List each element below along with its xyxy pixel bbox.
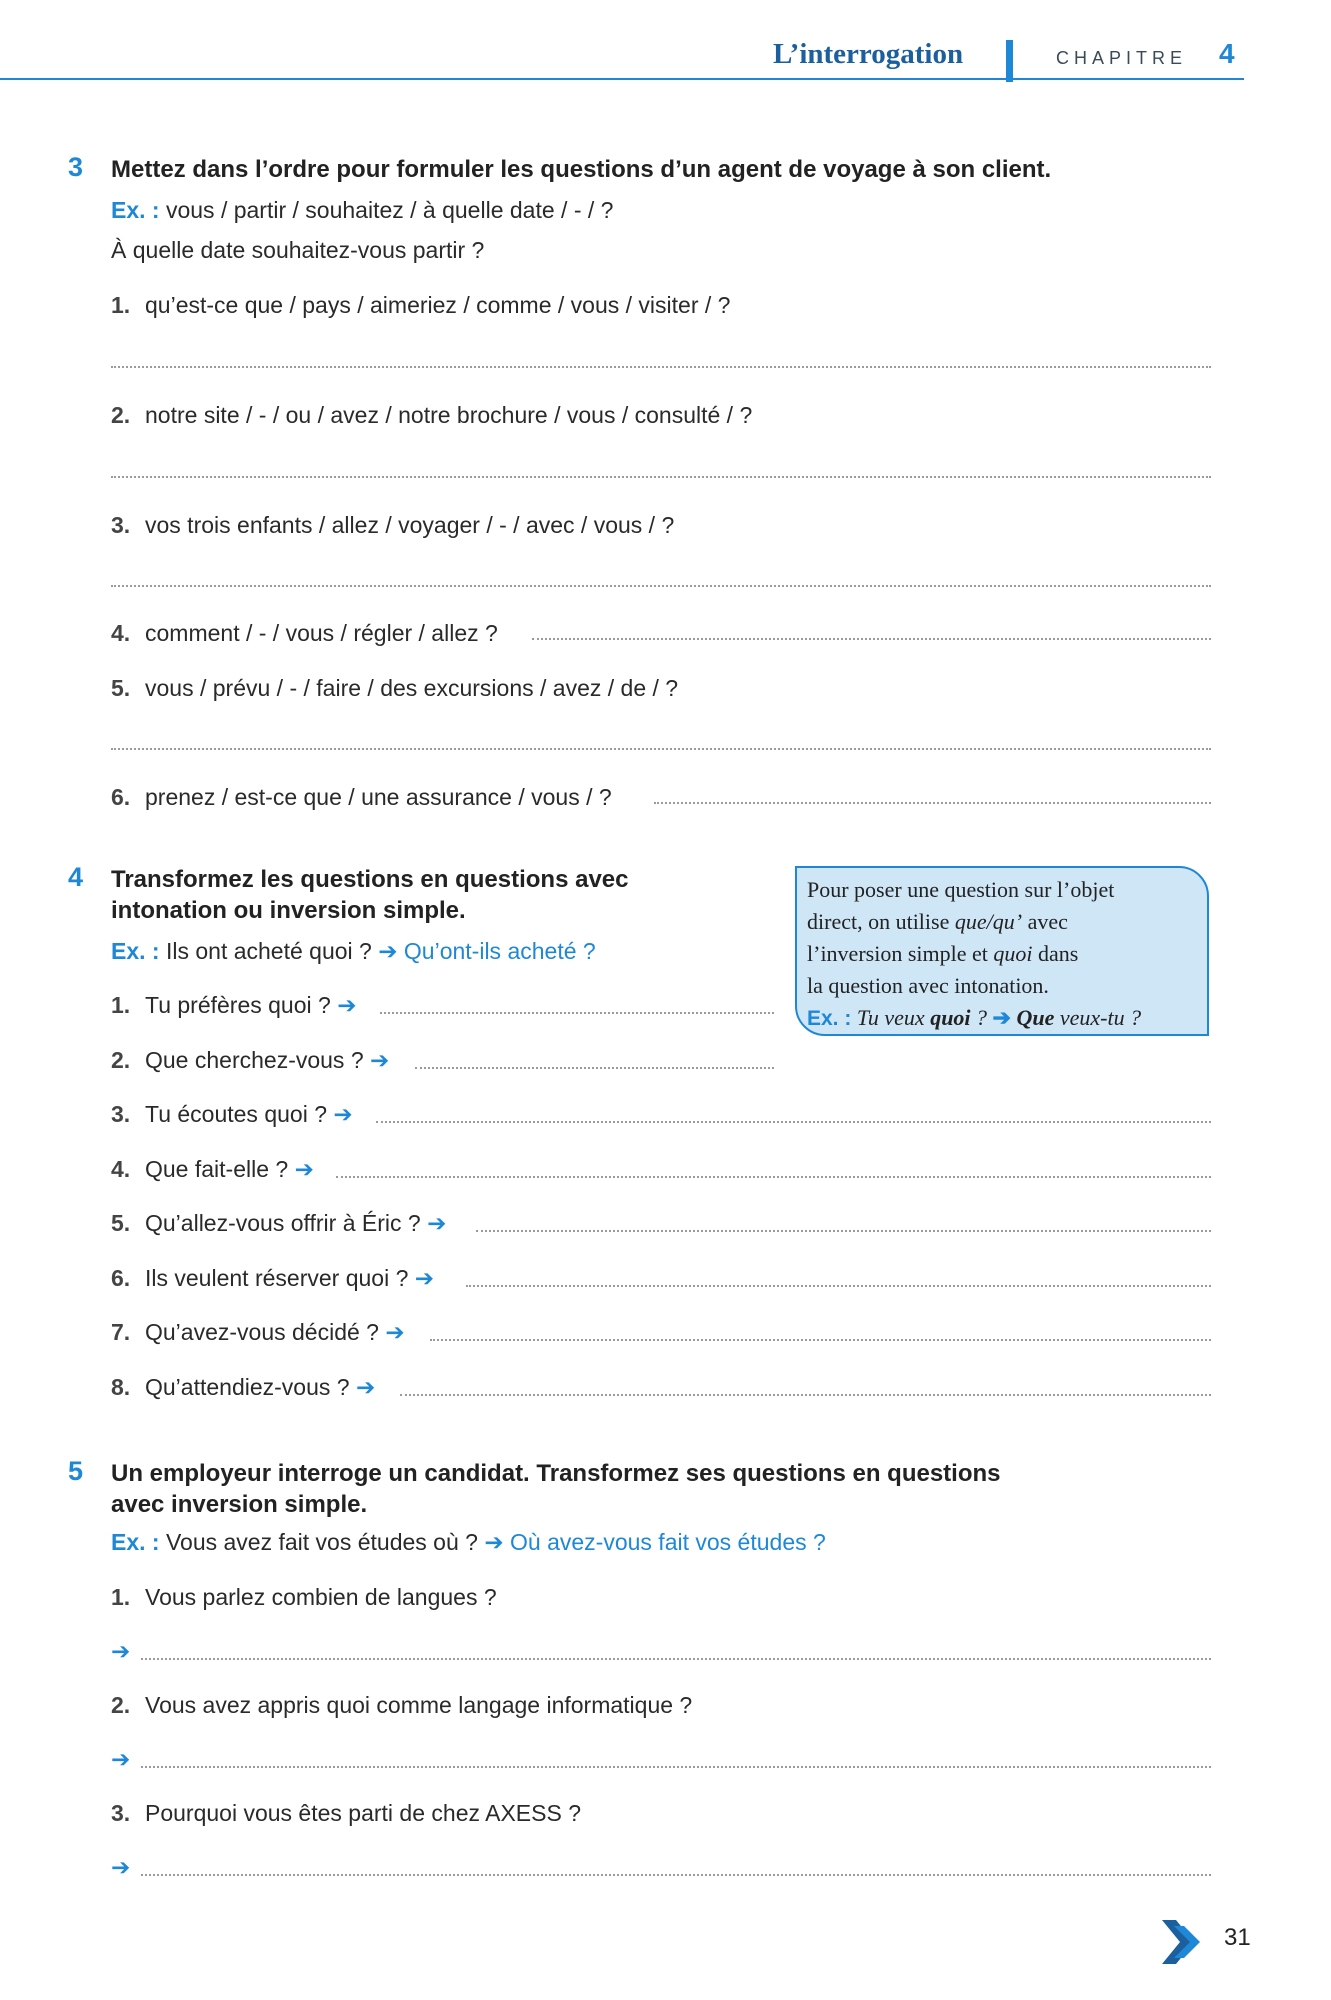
item-number: 5. — [111, 1210, 131, 1236]
item-text: Qu’attendiez-vous ? — [145, 1374, 350, 1400]
tip-line-4: la question avec intonation. — [807, 973, 1049, 998]
example-prompt: Vous avez fait vos études où ? — [165, 1529, 478, 1555]
tip-text: direct, on utilise — [807, 909, 955, 934]
tip-bold: quoi — [930, 1005, 971, 1030]
arrow-right-icon: ➔ — [992, 1005, 1011, 1030]
tip-example — [807, 1002, 1197, 1035]
list-item — [111, 1319, 405, 1346]
exercise-5-example — [111, 1529, 826, 1556]
list-item — [111, 1692, 692, 1719]
item-text: Qu’allez-vous offrir à Éric ? — [145, 1210, 421, 1236]
exercise-5-title-line-2: avec inversion simple. — [111, 1491, 368, 1518]
answer-line[interactable] — [476, 1230, 1211, 1232]
list-item — [111, 1156, 314, 1183]
tip-line-3 — [807, 938, 1197, 970]
answer-line[interactable] — [111, 366, 1211, 368]
answer-line[interactable] — [380, 1012, 774, 1014]
exercise-4-number: 4 — [68, 862, 84, 892]
list-item — [111, 620, 498, 647]
item-text: Vous parlez combien de langues ? — [145, 1584, 497, 1610]
arrow-right-icon: ➔ — [370, 1047, 390, 1073]
answer-line[interactable] — [111, 476, 1211, 478]
item-number: 4. — [111, 1156, 131, 1182]
answer-line[interactable] — [415, 1067, 774, 1069]
chapter-label: CHAPITRE — [1056, 48, 1188, 68]
item-text: Ils veulent réserver quoi ? — [145, 1265, 409, 1291]
example-label: Ex. : — [111, 1529, 160, 1555]
answer-line[interactable] — [376, 1121, 1211, 1123]
grammar-tip-box — [795, 866, 1209, 1036]
arrow-right-icon: ➔ — [111, 1638, 131, 1664]
item-text: notre site / - / ou / avez / notre brochure / vous / consulté / ? — [145, 402, 753, 428]
item-number: 3. — [111, 1800, 131, 1826]
tip-line-1: Pour poser une question sur l’objet — [807, 877, 1115, 902]
header-rule — [0, 78, 1244, 80]
item-number: 1. — [111, 992, 131, 1018]
list-item — [111, 1210, 446, 1237]
list-item — [111, 784, 612, 811]
item-number: 6. — [111, 1265, 131, 1291]
item-text: vos trois enfants / allez / voyager / - / avec / vous / ? — [145, 512, 675, 538]
item-text: prenez / est-ce que / une assurance / vous / ? — [145, 784, 612, 810]
answer-line[interactable] — [466, 1285, 1211, 1287]
arrow-right-icon: ➔ — [111, 1746, 131, 1772]
item-number: 8. — [111, 1374, 131, 1400]
item-text: Que cherchez-vous ? — [145, 1047, 364, 1073]
list-item — [111, 675, 678, 702]
example-label: Ex. : — [111, 938, 160, 964]
chapter-title: L’interrogation — [773, 38, 964, 70]
answer-arrow — [111, 1746, 130, 1773]
arrow-right-icon: ➔ — [414, 1265, 435, 1291]
item-text: Pourquoi vous êtes parti de chez AXESS ? — [145, 1800, 581, 1826]
item-number: 3. — [111, 1101, 131, 1127]
arrow-right-icon: ➔ — [111, 1854, 131, 1880]
arrow-right-icon: ➔ — [337, 992, 357, 1018]
tip-italic: que/qu’ — [954, 909, 1023, 934]
example-answer: Où avez-vous fait vos études ? — [510, 1529, 826, 1555]
arrow-right-icon: ➔ — [484, 1529, 504, 1555]
list-item — [111, 402, 752, 429]
item-number: 5. — [111, 675, 131, 701]
exercise-3-title: Mettez dans l’ordre pour formuler les questions d’un agent de voyage à son client. — [111, 156, 1052, 183]
list-item — [111, 1374, 375, 1401]
list-item — [111, 1101, 353, 1128]
exercise-4-example — [111, 938, 596, 965]
arrow-right-icon: ➔ — [333, 1101, 353, 1127]
list-item — [111, 292, 730, 319]
answer-line[interactable] — [400, 1394, 1211, 1396]
list-item — [111, 1800, 581, 1827]
example-answer: Qu’ont-ils acheté ? — [403, 938, 596, 964]
exercise-3-example — [111, 197, 613, 224]
item-number: 1. — [111, 1584, 131, 1610]
answer-line[interactable] — [430, 1339, 1211, 1341]
tip-text: Tu veux — [856, 1005, 931, 1030]
exercise-5-title-line-1: Un employeur interroge un candidat. Transformez ses questions en questions — [111, 1460, 1001, 1487]
arrow-right-icon: ➔ — [294, 1156, 314, 1182]
answer-line[interactable] — [532, 638, 1211, 640]
arrow-right-icon: ➔ — [355, 1374, 376, 1400]
list-item — [111, 1265, 434, 1292]
exercise-4-title-line-2: intonation ou inversion simple. — [111, 897, 466, 924]
list-item — [111, 512, 674, 539]
item-text: qu’est-ce que / pays / aimeriez / comme / vous / visiter / ? — [145, 292, 731, 318]
tip-italic: quoi — [993, 941, 1033, 966]
answer-arrow — [111, 1854, 130, 1881]
item-text: comment / - / vous / régler / allez ? — [145, 620, 498, 646]
answer-line[interactable] — [654, 802, 1211, 804]
item-text: vous / prévu / - / faire / des excursions / avez / de / ? — [145, 675, 679, 701]
arrow-right-icon: ➔ — [427, 1210, 447, 1236]
example-prompt: Ils ont acheté quoi ? — [165, 938, 372, 964]
answer-line[interactable] — [141, 1874, 1211, 1876]
item-number: 2. — [111, 1692, 131, 1718]
tip-bold: Que — [1016, 1005, 1055, 1030]
exercise-3-example-answer: À quelle date souhaitez-vous partir ? — [111, 237, 485, 263]
exercise-3-number: 3 — [68, 152, 84, 182]
item-number: 6. — [111, 784, 131, 810]
tip-example-label: Ex. : — [807, 1007, 852, 1030]
header-divider — [1006, 40, 1013, 82]
item-number: 1. — [111, 292, 131, 318]
answer-line[interactable] — [111, 585, 1211, 587]
list-item — [111, 1047, 389, 1074]
exercise-4-title-line-1: Transformez les questions en questions avec — [111, 866, 629, 893]
page-number: 31 — [1224, 1924, 1251, 1951]
item-number: 4. — [111, 620, 131, 646]
arrow-right-icon: ➔ — [378, 938, 398, 964]
item-number: 2. — [111, 402, 131, 428]
example-label: Ex. : — [111, 197, 160, 223]
item-number: 2. — [111, 1047, 131, 1073]
item-text: Qu’avez-vous décidé ? — [145, 1319, 379, 1345]
answer-line[interactable] — [336, 1176, 1211, 1178]
exercise-4-title — [111, 864, 629, 926]
item-text: Tu préfères quoi ? — [145, 992, 331, 1018]
tip-text: dans — [1032, 941, 1079, 966]
answer-line[interactable] — [141, 1766, 1211, 1768]
list-item — [111, 992, 356, 1019]
list-item — [111, 1584, 497, 1611]
arrow-right-icon: ➔ — [385, 1319, 405, 1345]
item-text: Tu écoutes quoi ? — [145, 1101, 327, 1127]
tip-text: l’inversion simple et — [807, 941, 994, 966]
answer-line[interactable] — [111, 748, 1211, 750]
item-number: 3. — [111, 512, 131, 538]
exercise-5-number: 5 — [68, 1456, 84, 1486]
answer-line[interactable] — [141, 1658, 1211, 1660]
item-text: Que fait-elle ? — [145, 1156, 289, 1182]
double-chevron-right-icon[interactable] — [1160, 1918, 1204, 1966]
tip-text: ? — [970, 1005, 988, 1030]
exercise-5-title — [111, 1458, 1001, 1520]
tip-line-2 — [807, 906, 1197, 938]
item-text: Vous avez appris quoi comme langage informatique ? — [145, 1692, 693, 1718]
tip-text: veux-tu ? — [1054, 1005, 1142, 1030]
answer-arrow — [111, 1638, 130, 1665]
example-prompt: vous / partir / souhaitez / à quelle date / - / ? — [165, 197, 614, 223]
item-number: 7. — [111, 1319, 131, 1345]
tip-text: avec — [1022, 909, 1068, 934]
chapter-number: 4 — [1219, 38, 1235, 69]
